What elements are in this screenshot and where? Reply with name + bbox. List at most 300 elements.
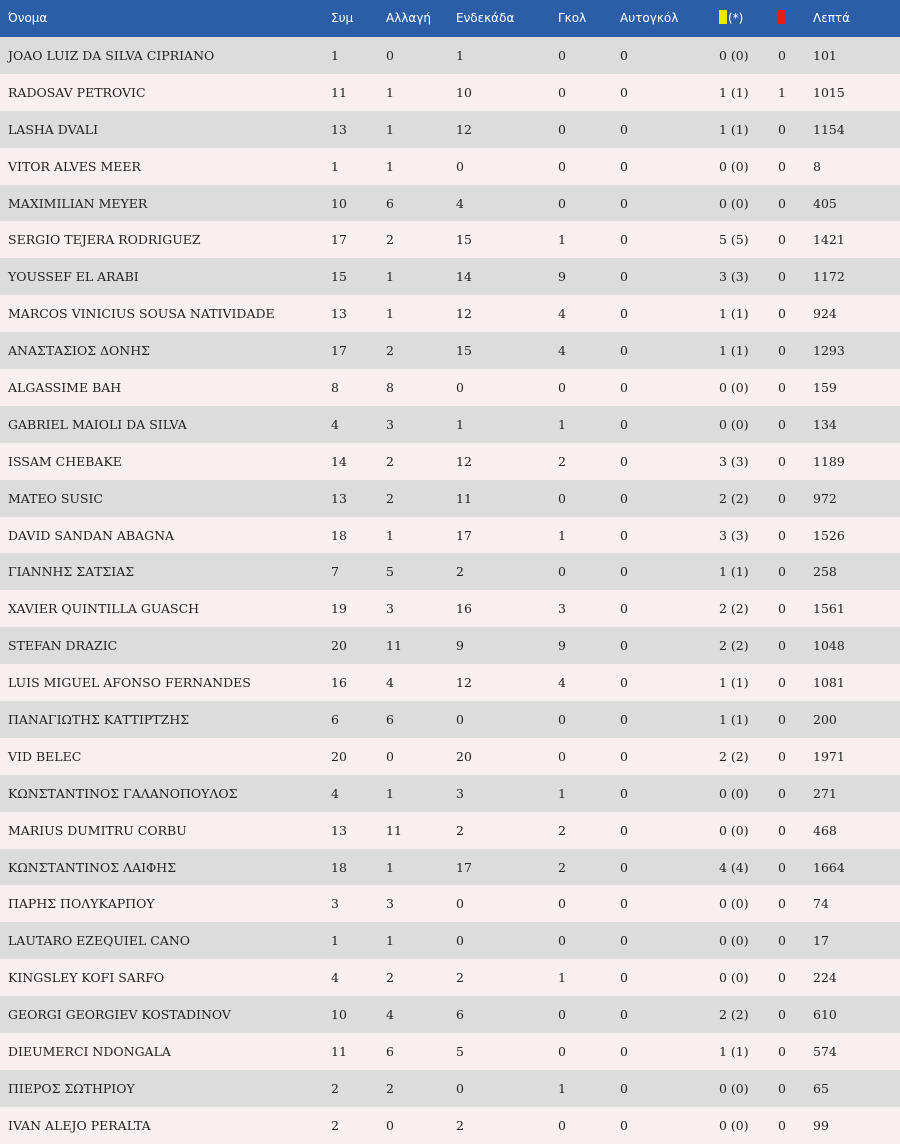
substitute-apps: 1 xyxy=(386,306,394,322)
goals: 0 xyxy=(558,1043,566,1059)
player-name[interactable]: SERGIO TEJERA RODRIGUEZ xyxy=(8,232,201,248)
own-goals: 0 xyxy=(620,343,628,359)
appearances: 10 xyxy=(331,195,347,211)
player-name[interactable]: STEFAN DRAZIC xyxy=(8,638,118,654)
minutes: 8 xyxy=(813,158,821,174)
player-name[interactable]: MATEO SUSIC xyxy=(8,490,103,506)
minutes: 1015 xyxy=(813,84,845,100)
red-cards: 0 xyxy=(778,232,786,248)
goals: 2 xyxy=(558,453,566,469)
substitute-apps: 11 xyxy=(386,638,402,654)
appearances: 3 xyxy=(331,896,339,912)
own-goals: 0 xyxy=(620,933,628,949)
appearances: 7 xyxy=(331,564,339,580)
substitute-apps: 3 xyxy=(386,601,394,617)
minutes: 574 xyxy=(813,1043,837,1059)
starting-apps: 9 xyxy=(456,638,464,654)
player-name[interactable]: MAXIMILIAN MEYER xyxy=(8,195,148,211)
goals: 0 xyxy=(558,896,566,912)
player-name[interactable]: GABRIEL MAIOLI DA SILVA xyxy=(8,416,187,432)
header-row xyxy=(0,0,900,37)
goals: 9 xyxy=(558,638,566,654)
table-row xyxy=(0,258,900,295)
player-name[interactable]: VITOR ALVES MEER xyxy=(8,158,141,174)
starting-apps: 5 xyxy=(456,1043,464,1059)
header-start[interactable]: Ενδεκάδα xyxy=(456,10,515,25)
minutes: 1561 xyxy=(813,601,845,617)
goals: 0 xyxy=(558,1117,566,1133)
goals: 1 xyxy=(558,416,566,432)
own-goals: 0 xyxy=(620,859,628,875)
yellow-cards: 0 (0) xyxy=(719,379,749,395)
appearances: 18 xyxy=(331,527,347,543)
table-row xyxy=(0,590,900,627)
appearances: 13 xyxy=(331,490,347,506)
substitute-apps: 1 xyxy=(386,121,394,137)
minutes: 134 xyxy=(813,416,837,432)
starting-apps: 0 xyxy=(456,1080,464,1096)
starting-apps: 1 xyxy=(456,416,464,432)
table-row xyxy=(0,37,900,74)
yellow-cards: 0 (0) xyxy=(719,822,749,838)
player-name[interactable]: GEORGI GEORGIEV KOSTADINOV xyxy=(8,1007,231,1023)
yellow-cards: 2 (2) xyxy=(719,601,749,617)
red-cards: 0 xyxy=(778,711,786,727)
table-row xyxy=(0,1070,900,1107)
own-goals: 0 xyxy=(620,564,628,580)
appearances: 13 xyxy=(331,306,347,322)
own-goals: 0 xyxy=(620,822,628,838)
substitute-apps: 1 xyxy=(386,84,394,100)
own-goals: 0 xyxy=(620,970,628,986)
own-goals: 0 xyxy=(620,1007,628,1023)
player-name[interactable]: ΚΩΝΣΤΑΝΤΙΝΟΣ ΛΑΙΦΗΣ xyxy=(8,859,177,875)
own-goals: 0 xyxy=(620,453,628,469)
appearances: 16 xyxy=(331,675,347,691)
starting-apps: 12 xyxy=(456,306,472,322)
player-name[interactable]: ΑΝΑΣΤΑΣΙΟΣ ΔΟΝΗΣ xyxy=(8,343,150,359)
player-name[interactable]: IVAN ALEJO PERALTA xyxy=(8,1117,151,1133)
table-header xyxy=(0,0,900,37)
minutes: 1048 xyxy=(813,638,845,654)
table-row xyxy=(0,517,900,554)
appearances: 20 xyxy=(331,638,347,654)
yellow-cards: 4 (4) xyxy=(719,859,749,875)
minutes: 65 xyxy=(813,1080,829,1096)
substitute-apps: 1 xyxy=(386,933,394,949)
goals: 1 xyxy=(558,1080,566,1096)
player-name[interactable]: MARCOS VINICIUS SOUSA NATIVIDADE xyxy=(8,306,275,322)
table-body xyxy=(0,37,900,1144)
red-cards: 0 xyxy=(778,564,786,580)
table-row xyxy=(0,332,900,369)
red-cards: 0 xyxy=(778,859,786,875)
yellow-cards: 0 (0) xyxy=(719,1080,749,1096)
appearances: 11 xyxy=(331,84,347,100)
yellow-cards: 5 (5) xyxy=(719,232,749,248)
goals: 0 xyxy=(558,1007,566,1023)
starting-apps: 0 xyxy=(456,158,464,174)
yellow-cards: 0 (0) xyxy=(719,158,749,174)
goals: 0 xyxy=(558,490,566,506)
own-goals: 0 xyxy=(620,711,628,727)
header-yellow-cards[interactable] xyxy=(719,0,778,37)
goals: 1 xyxy=(558,527,566,543)
table-row xyxy=(0,849,900,886)
minutes: 405 xyxy=(813,195,837,211)
yellow-cards: 0 (0) xyxy=(719,785,749,801)
starting-apps: 4 xyxy=(456,195,464,211)
starting-apps: 11 xyxy=(456,490,472,506)
goals: 1 xyxy=(558,232,566,248)
player-name[interactable]: VID BELEC xyxy=(8,748,82,764)
minutes: 1154 xyxy=(813,121,845,137)
header-own-goals[interactable]: Αυτογκόλ xyxy=(620,10,679,25)
substitute-apps: 2 xyxy=(386,343,394,359)
yellow-cards: 0 (0) xyxy=(719,933,749,949)
own-goals: 0 xyxy=(620,785,628,801)
yellow-cards: 0 (0) xyxy=(719,47,749,63)
player-name[interactable]: ISSAM CHEBAKE xyxy=(8,453,122,469)
substitute-apps: 1 xyxy=(386,785,394,801)
starting-apps: 15 xyxy=(456,343,472,359)
red-cards: 0 xyxy=(778,269,786,285)
own-goals: 0 xyxy=(620,527,628,543)
substitute-apps: 4 xyxy=(386,1007,394,1023)
own-goals: 0 xyxy=(620,232,628,248)
substitute-apps: 0 xyxy=(386,1117,394,1133)
minutes: 101 xyxy=(813,47,837,63)
table-row xyxy=(0,1033,900,1070)
goals: 0 xyxy=(558,195,566,211)
table-row xyxy=(0,553,900,590)
player-name[interactable]: ΠΑΡΗΣ ΠΟΛΥΚΑΡΠΟΥ xyxy=(8,896,155,912)
minutes: 1664 xyxy=(813,859,845,875)
table-row xyxy=(0,885,900,922)
header-minutes[interactable]: Λεπτά xyxy=(813,10,851,25)
red-cards: 0 xyxy=(778,527,786,543)
table-row xyxy=(0,148,900,185)
goals: 9 xyxy=(558,269,566,285)
red-cards: 0 xyxy=(778,1043,786,1059)
red-cards: 0 xyxy=(778,675,786,691)
goals: 0 xyxy=(558,158,566,174)
minutes: 924 xyxy=(813,306,837,322)
goals: 0 xyxy=(558,84,566,100)
starting-apps: 10 xyxy=(456,84,472,100)
minutes: 17 xyxy=(813,933,829,949)
yellow-cards: 1 (1) xyxy=(719,121,749,137)
minutes: 99 xyxy=(813,1117,829,1133)
minutes: 258 xyxy=(813,564,837,580)
substitute-apps: 2 xyxy=(386,453,394,469)
starting-apps: 12 xyxy=(456,453,472,469)
goals: 0 xyxy=(558,748,566,764)
yellow-cards: 0 (0) xyxy=(719,970,749,986)
minutes: 271 xyxy=(813,785,837,801)
yellow-cards: 1 (1) xyxy=(719,1043,749,1059)
own-goals: 0 xyxy=(620,269,628,285)
yellow-cards: 0 (0) xyxy=(719,1117,749,1133)
appearances: 2 xyxy=(331,1080,339,1096)
starting-apps: 20 xyxy=(456,748,472,764)
own-goals: 0 xyxy=(620,306,628,322)
player-name[interactable]: ΠΙΕΡΟΣ ΣΩΤΗΡΙΟΥ xyxy=(8,1080,135,1096)
own-goals: 0 xyxy=(620,84,628,100)
minutes: 1293 xyxy=(813,343,845,359)
appearances: 15 xyxy=(331,269,347,285)
player-name[interactable]: MARIUS DUMITRU CORBU xyxy=(8,822,187,838)
player-name[interactable]: JOAO LUIZ DA SILVA CIPRIANO xyxy=(8,47,215,63)
appearances: 11 xyxy=(331,1043,347,1059)
appearances: 1 xyxy=(331,158,339,174)
minutes: 1971 xyxy=(813,748,845,764)
red-cards: 0 xyxy=(778,896,786,912)
own-goals: 0 xyxy=(620,1080,628,1096)
goals: 4 xyxy=(558,343,566,359)
starting-apps: 16 xyxy=(456,601,472,617)
appearances: 6 xyxy=(331,711,339,727)
player-name[interactable]: LASHA DVALI xyxy=(8,121,99,137)
player-name[interactable]: DIEUMERCI NDONGALA xyxy=(8,1043,171,1059)
goals: 0 xyxy=(558,47,566,63)
minutes: 1081 xyxy=(813,675,845,691)
table-row xyxy=(0,1107,900,1144)
red-cards: 0 xyxy=(778,785,786,801)
red-cards: 0 xyxy=(778,416,786,432)
minutes: 1421 xyxy=(813,232,845,248)
table-row xyxy=(0,74,900,111)
yellow-cards: 1 (1) xyxy=(719,711,749,727)
red-cards: 0 xyxy=(778,379,786,395)
table-row xyxy=(0,295,900,332)
table-row xyxy=(0,480,900,517)
table-row xyxy=(0,701,900,738)
yellow-card-icon xyxy=(719,10,727,24)
goals: 3 xyxy=(558,601,566,617)
starting-apps: 2 xyxy=(456,970,464,986)
player-name[interactable]: ΓΙΑΝΝΗΣ ΣΑΤΣΙΑΣ xyxy=(8,564,135,580)
appearances: 4 xyxy=(331,970,339,986)
yellow-cards: 1 (1) xyxy=(719,343,749,359)
player-name[interactable]: RADOSAV PETROVIC xyxy=(8,84,146,100)
substitute-apps: 0 xyxy=(386,47,394,63)
table-row xyxy=(0,922,900,959)
own-goals: 0 xyxy=(620,896,628,912)
starting-apps: 2 xyxy=(456,822,464,838)
own-goals: 0 xyxy=(620,121,628,137)
starting-apps: 15 xyxy=(456,232,472,248)
header-sub[interactable]: Αλλαγή xyxy=(386,10,432,25)
goals: 0 xyxy=(558,564,566,580)
starting-apps: 3 xyxy=(456,785,464,801)
appearances: 4 xyxy=(331,416,339,432)
red-cards: 0 xyxy=(778,343,786,359)
starting-apps: 12 xyxy=(456,121,472,137)
minutes: 224 xyxy=(813,970,837,986)
substitute-apps: 1 xyxy=(386,527,394,543)
red-cards: 0 xyxy=(778,748,786,764)
substitute-apps: 6 xyxy=(386,711,394,727)
table-row xyxy=(0,775,900,812)
red-cards: 0 xyxy=(778,1080,786,1096)
goals: 0 xyxy=(558,121,566,137)
red-cards: 0 xyxy=(778,1007,786,1023)
player-name[interactable]: YOUSSEF EL ARABI xyxy=(8,269,139,285)
own-goals: 0 xyxy=(620,1117,628,1133)
red-cards: 1 xyxy=(778,84,786,100)
substitute-apps: 3 xyxy=(386,896,394,912)
yellow-cards: 2 (2) xyxy=(719,490,749,506)
header-apps[interactable]: Συμ xyxy=(331,10,354,25)
yellow-cards: 0 (0) xyxy=(719,416,749,432)
minutes: 610 xyxy=(813,1007,837,1023)
table-row xyxy=(0,664,900,701)
table-row xyxy=(0,369,900,406)
substitute-apps: 2 xyxy=(386,970,394,986)
starting-apps: 2 xyxy=(456,564,464,580)
player-name[interactable]: DAVID SANDAN ABAGNA xyxy=(8,527,175,543)
goals: 4 xyxy=(558,675,566,691)
table-row xyxy=(0,959,900,996)
appearances: 8 xyxy=(331,379,339,395)
player-name[interactable]: ALGASSIME BAH xyxy=(8,379,122,395)
red-cards: 0 xyxy=(778,158,786,174)
minutes: 200 xyxy=(813,711,837,727)
appearances: 13 xyxy=(331,822,347,838)
own-goals: 0 xyxy=(620,490,628,506)
substitute-apps: 11 xyxy=(386,822,402,838)
player-name[interactable]: KINGSLEY KOFI SARFO xyxy=(8,970,165,986)
appearances: 13 xyxy=(331,121,347,137)
player-name[interactable]: LAUTARO EZEQUIEL CANO xyxy=(8,933,191,949)
own-goals: 0 xyxy=(620,47,628,63)
red-cards: 0 xyxy=(778,601,786,617)
red-cards: 0 xyxy=(778,933,786,949)
goals: 4 xyxy=(558,306,566,322)
red-cards: 0 xyxy=(778,47,786,63)
yellow-cards: 2 (2) xyxy=(719,748,749,764)
header-red-cards[interactable] xyxy=(778,0,813,37)
substitute-apps: 2 xyxy=(386,232,394,248)
header-goals[interactable]: Γκολ xyxy=(558,10,587,25)
appearances: 2 xyxy=(331,1117,339,1133)
table-row xyxy=(0,627,900,664)
header-name[interactable]: Όνομα xyxy=(8,10,48,25)
starting-apps: 14 xyxy=(456,269,472,285)
appearances: 17 xyxy=(331,232,347,248)
own-goals: 0 xyxy=(620,158,628,174)
starting-apps: 17 xyxy=(456,527,472,543)
substitute-apps: 2 xyxy=(386,490,394,506)
minutes: 1189 xyxy=(813,453,845,469)
table-row xyxy=(0,738,900,775)
starting-apps: 0 xyxy=(456,933,464,949)
yellow-cards: 3 (3) xyxy=(719,527,749,543)
red-cards: 0 xyxy=(778,1117,786,1133)
starting-apps: 17 xyxy=(456,859,472,875)
minutes: 74 xyxy=(813,896,829,912)
starting-apps: 0 xyxy=(456,379,464,395)
appearances: 19 xyxy=(331,601,347,617)
yellow-cards: 0 (0) xyxy=(719,896,749,912)
appearances: 1 xyxy=(331,47,339,63)
own-goals: 0 xyxy=(620,1043,628,1059)
goals: 2 xyxy=(558,822,566,838)
red-cards: 0 xyxy=(778,822,786,838)
own-goals: 0 xyxy=(620,601,628,617)
table-row xyxy=(0,812,900,849)
red-cards: 0 xyxy=(778,121,786,137)
substitute-apps: 6 xyxy=(386,1043,394,1059)
appearances: 14 xyxy=(331,453,347,469)
substitute-apps: 6 xyxy=(386,195,394,211)
appearances: 20 xyxy=(331,748,347,764)
red-cards: 0 xyxy=(778,490,786,506)
player-name[interactable]: LUIS MIGUEL AFONSO FERNANDES xyxy=(8,675,251,691)
red-cards: 0 xyxy=(778,306,786,322)
substitute-apps: 1 xyxy=(386,269,394,285)
goals: 2 xyxy=(558,859,566,875)
starting-apps: 1 xyxy=(456,47,464,63)
goals: 1 xyxy=(558,785,566,801)
substitute-apps: 5 xyxy=(386,564,394,580)
table-row xyxy=(0,443,900,480)
player-name[interactable]: XAVIER QUINTILLA GUASCH xyxy=(8,601,200,617)
starting-apps: 0 xyxy=(456,711,464,727)
appearances: 18 xyxy=(331,859,347,875)
appearances: 10 xyxy=(331,1007,347,1023)
yellow-cards: 1 (1) xyxy=(719,675,749,691)
minutes: 1526 xyxy=(813,527,845,543)
substitute-apps: 3 xyxy=(386,416,394,432)
own-goals: 0 xyxy=(620,748,628,764)
own-goals: 0 xyxy=(620,638,628,654)
table-row xyxy=(0,111,900,148)
goals: 0 xyxy=(558,379,566,395)
table-row xyxy=(0,185,900,222)
own-goals: 0 xyxy=(620,675,628,691)
starting-apps: 12 xyxy=(456,675,472,691)
yellow-cards: 1 (1) xyxy=(719,564,749,580)
yellow-cards: 3 (3) xyxy=(719,269,749,285)
yellow-cards: 2 (2) xyxy=(719,638,749,654)
table-row xyxy=(0,221,900,258)
minutes: 972 xyxy=(813,490,837,506)
yellow-cards: 0 (0) xyxy=(719,195,749,211)
goals: 0 xyxy=(558,711,566,727)
red-card-icon xyxy=(778,10,786,24)
yellow-cards: 2 (2) xyxy=(719,1007,749,1023)
yellow-cards: 3 (3) xyxy=(719,453,749,469)
substitute-apps: 4 xyxy=(386,675,394,691)
substitute-apps: 2 xyxy=(386,1080,394,1096)
player-name[interactable]: ΚΩΝΣΤΑΝΤΙΝΟΣ ΓΑΛΑΝΟΠΟΥΛΟΣ xyxy=(8,785,238,801)
own-goals: 0 xyxy=(620,416,628,432)
starting-apps: 6 xyxy=(456,1007,464,1023)
table-row xyxy=(0,406,900,443)
starting-apps: 0 xyxy=(456,896,464,912)
red-cards: 0 xyxy=(778,970,786,986)
own-goals: 0 xyxy=(620,379,628,395)
appearances: 4 xyxy=(331,785,339,801)
substitute-apps: 1 xyxy=(386,158,394,174)
own-goals: 0 xyxy=(620,195,628,211)
player-name[interactable]: ΠΑΝΑΓΙΩΤΗΣ ΚΑΤΤΙΡΤΖΗΣ xyxy=(8,711,190,727)
minutes: 159 xyxy=(813,379,837,395)
minutes: 1172 xyxy=(813,269,845,285)
red-cards: 0 xyxy=(778,453,786,469)
